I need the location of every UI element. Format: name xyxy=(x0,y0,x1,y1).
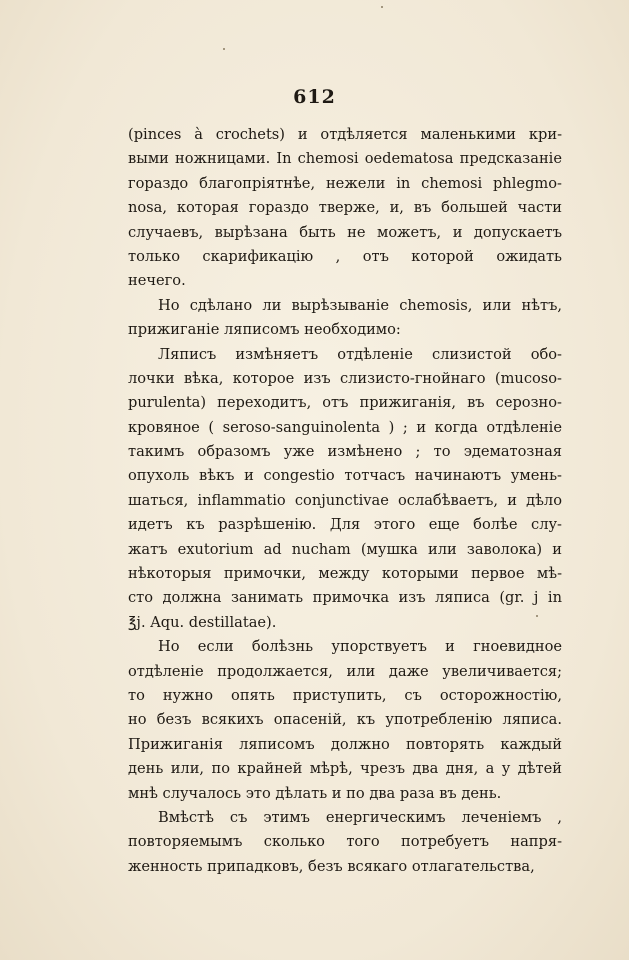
text-line: жатъ exutorium ad nucham (мушка или заволока) и xyxy=(128,540,562,558)
text-line: случаевъ, вырѣзана быть не можетъ, и допускаетъ xyxy=(128,223,562,241)
text-line: nosa, которая гораздо тверже, и, въ большей части xyxy=(128,199,562,217)
text-line: Ляписъ измѣняетъ отдѣленіе слизистой обо- xyxy=(158,345,562,363)
paper-speck xyxy=(381,6,383,8)
text-line: выми ножницами. In chemosi oedematosa предсказаніе xyxy=(128,150,562,168)
text-line: то нужно опять приступить, съ осторожностію, xyxy=(128,686,562,704)
paper-speck xyxy=(536,615,538,617)
text-line: Вмѣстѣ съ этимъ енергическимъ леченіемъ , xyxy=(158,808,562,826)
text-line: гораздо благопріятнѣе, нежели in chemosi phlegmo- xyxy=(128,174,562,192)
text-line: нѣкоторыя примочки, между которыми первое мѣ- xyxy=(128,565,562,583)
text-line: ℥j. Aqu. destillatae). xyxy=(128,613,277,631)
text-line: кровяное ( seroso-sanguinolenta ) ; и когда отдѣленіе xyxy=(128,418,562,436)
text-line: purulenta) переходитъ, отъ прижиганія, въ серозно- xyxy=(128,394,562,412)
text-line: Но сдѣлано ли вырѣзываніе chemosis, или нѣтъ, xyxy=(158,296,562,314)
text-line: только скарификацію , отъ которой ожидать xyxy=(128,247,562,265)
text-line: повторяемымъ сколько того потребуетъ напря- xyxy=(128,833,562,851)
text-line: опухоль вѣкъ и congestio тотчасъ начинаютъ умень- xyxy=(128,467,562,485)
text-line: отдѣленіе продолжается, или даже увеличивается; xyxy=(128,662,562,680)
text-line: женность припадковъ, безъ всякаго отлагательства, xyxy=(128,857,535,875)
text-line: лочки вѣка, которое изъ слизисто-гнойнаго (mucoso- xyxy=(128,369,562,387)
text-line: такимъ образомъ уже измѣнено ; то эдематозная xyxy=(128,443,562,461)
text-line: прижиганіе ляписомъ необходимо: xyxy=(128,321,401,339)
text-line: Но если болѣзнь упорствуетъ и гноевидное xyxy=(158,638,562,656)
text-line: идетъ къ разрѣшенію. Для этого еще болѣе слу- xyxy=(128,516,562,534)
text-line: но безъ всякихъ опасеній, къ употребленію ляписа. xyxy=(128,711,562,729)
text-line: шаться, inflammatio conjunctivae ослабѣваетъ, и дѣло xyxy=(128,491,562,509)
text-line: день или, по крайней мѣрѣ, чрезъ два дня, а у дѣтей xyxy=(128,760,562,778)
text-line: мнѣ случалось это дѣлать и по два раза въ день. xyxy=(128,784,502,802)
text-line: Прижиганія ляписомъ должно повторять каждый xyxy=(128,735,562,753)
paper-speck xyxy=(223,48,225,50)
text-line: (pinces à crochets) и отдѣляется маленькими кри- xyxy=(128,126,562,143)
page-number: 612 xyxy=(293,86,336,108)
text-line: сто должна занимать примочка изъ ляписа (gr. j in xyxy=(128,589,562,607)
text-line: нечего. xyxy=(128,272,186,290)
body-text xyxy=(128,123,562,879)
